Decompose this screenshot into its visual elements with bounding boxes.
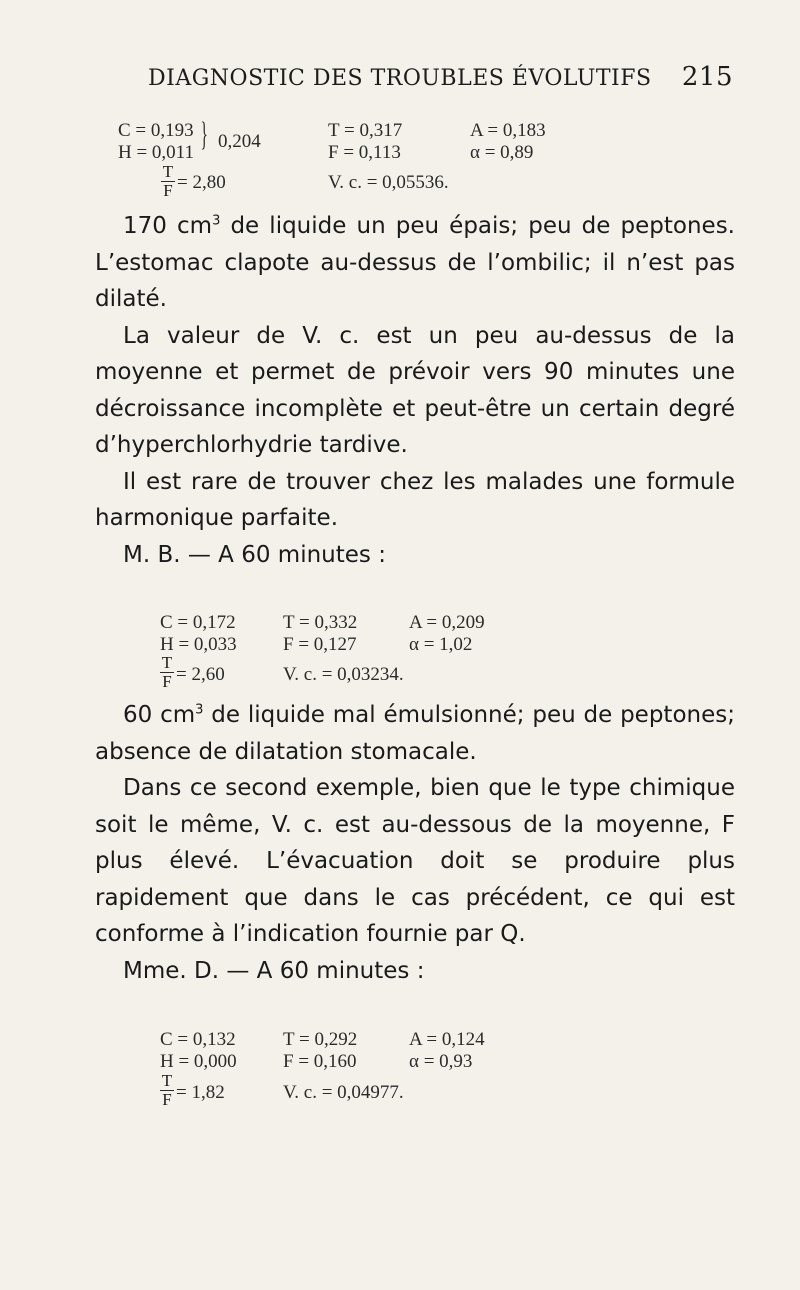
case-heading: Mme. D. — A 60 minutes : [123,957,425,984]
brace-symbol: } [200,116,208,153]
formula-sum: 0,204 [218,131,261,152]
text-section-1 [95,208,735,573]
page-number: 215 [681,62,733,92]
case-heading: M. B. — A 60 minutes : [123,541,386,568]
formula-h: H = 0,011 [118,142,194,163]
text-section-2 [95,697,735,989]
fraction-t-over-f [160,655,174,690]
formula-c: C = 0,132 [160,1029,236,1050]
paragraph: 60 $cm^3$ de liquide mal émulsionné; peu de peptones; absence de dilatation stomacale. [95,702,735,765]
formula-ratio-value: = 2,60 [176,664,225,685]
fraction-denominator: F [163,181,173,200]
fraction-denominator: F [162,1090,172,1109]
formula-f: F = 0,113 [328,142,401,163]
paragraph: 170 $cm^3$ de liquide un peu épais; peu de peptones. L’estomac clapote au-dessus de l’ombilic; il n’est pas dilaté. [95,213,735,312]
formula-vc: V. c. = 0,04977. [283,1082,404,1103]
formula-a: A = 0,209 [409,612,485,633]
fraction-denominator: F [162,672,172,691]
formula-ratio-value: = 1,82 [176,1082,225,1103]
formula-t: T = 0,292 [283,1029,358,1050]
formula-alpha: α = 0,89 [470,142,534,163]
paragraph: La valeur de V. c. est un peu au-dessus de la moyenne et permet de prévoir vers 90 minutes une décroissance incomplète et peut-être un certain degré d’hyperchlorhydrie tardive. [95,322,735,458]
fraction-numerator: T [161,1071,173,1090]
formula-h: H = 0,033 [160,634,237,655]
formula-ratio-value: = 2,80 [177,172,226,193]
formula-a: A = 0,183 [470,120,546,141]
paragraph: Il est rare de trouver chez les malades une formule harmonique parfaite. [95,468,735,531]
formula-alpha: α = 1,02 [409,634,473,655]
fraction-numerator: T [162,162,174,181]
fraction-t-over-f [160,1073,174,1108]
formula-alpha: α = 0,93 [409,1051,473,1072]
formula-vc: V. c. = 0,03234. [283,664,404,685]
formula-c: C = 0,193 [118,120,194,141]
formula-vc: V. c. = 0,05536. [328,172,449,193]
running-header [148,62,733,98]
fraction-numerator: T [161,653,173,672]
paragraph: Dans ce second exemple, bien que le type chimique soit le même, V. c. est au-dessous de la moyenne, F plus élevé. L’évacuation doit se produire plus rapidement que dans le cas précédent, ce qui est conforme à l’indication fournie par Q. [95,775,735,947]
fraction-t-over-f [161,164,175,199]
formula-f: F = 0,160 [283,1051,357,1072]
formula-t: T = 0,317 [328,120,403,141]
formula-f: F = 0,127 [283,634,357,655]
header-title: DIAGNOSTIC DES TROUBLES ÉVOLUTIFS [148,66,652,91]
formula-a: A = 0,124 [409,1029,485,1050]
formula-t: T = 0,332 [283,612,358,633]
formula-c: C = 0,172 [160,612,236,633]
formula-h: H = 0,000 [160,1051,237,1072]
